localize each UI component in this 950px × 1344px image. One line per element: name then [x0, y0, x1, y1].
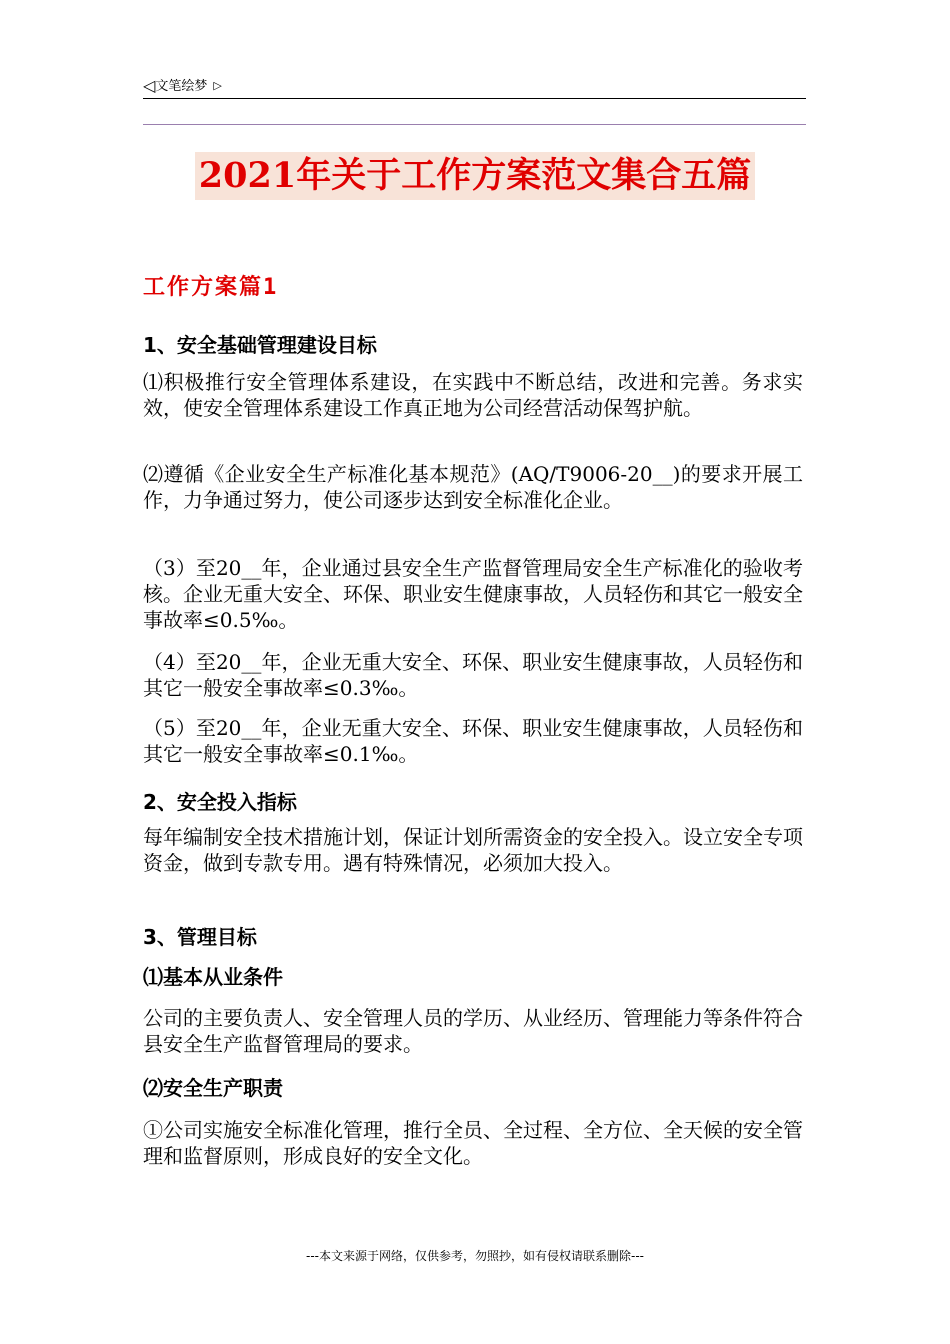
paragraph-1: ⑴积极推行安全管理体系建设，在实践中不断总结，改进和完善。务求实效，使安全管理体系建设工作真正地为公司经营活动保驾护航。	[143, 370, 803, 420]
left-triangle-icon: ◁	[143, 76, 156, 95]
page-header	[143, 73, 806, 99]
heading-2: 2、安全投入指标	[143, 790, 297, 814]
paragraph-3: （3）至20__年，企业通过县安全生产监督管理局安全生产标准化的验收考核。企业无重大安全、环保、职业安生健康事故，人员轻伤和其它一般安全事故率≤0.5‰。	[143, 556, 803, 632]
heading-4: ⑴基本从业条件	[143, 965, 283, 989]
document-title-text: 2021年关于工作方案范文集合五篇	[195, 152, 755, 200]
paragraph-4: （4）至20__年，企业无重大安全、环保、职业安生健康事故，人员轻伤和其它一般安全事故率≤0.3‰。	[143, 650, 803, 700]
header-divider	[143, 124, 806, 125]
paragraph-2: ⑵遵循《企业安全生产标准化基本规范》(AQ/T9006-20__)的要求开展工作，力争通过努力，使公司逐步达到安全标准化企业。	[143, 462, 803, 512]
right-triangle-icon: ▷	[213, 79, 222, 92]
page-footer: ---本文来源于网络，仅供参考，勿照抄，如有侵权请联系删除---	[306, 1249, 644, 1263]
header-brand	[143, 75, 222, 95]
brand-name: 文笔绘梦	[155, 79, 208, 94]
document-title	[0, 152, 950, 200]
section-title: 工作方案篇1	[143, 275, 279, 300]
paragraph-5: （5）至20__年，企业无重大安全、环保、职业安生健康事故，人员轻伤和其它一般安全事故率≤0.1‰。	[143, 716, 803, 766]
heading-1: 1、安全基础管理建设目标	[143, 333, 377, 357]
paragraph-6: 每年编制安全技术措施计划，保证计划所需资金的安全投入。设立安全专项资金，做到专款专用。遇有特殊情况，必须加大投入。	[143, 825, 803, 875]
heading-5: ⑵安全生产职责	[143, 1076, 283, 1100]
header-rule	[143, 98, 806, 99]
heading-3: 3、管理目标	[143, 925, 257, 949]
paragraph-7: 公司的主要负责人、安全管理人员的学历、从业经历、管理能力等条件符合县安全生产监督管理局的要求。	[143, 1006, 803, 1056]
paragraph-8: ①公司实施安全标准化管理，推行全员、全过程、全方位、全天候的安全管理和监督原则，形成良好的安全文化。	[143, 1118, 803, 1168]
